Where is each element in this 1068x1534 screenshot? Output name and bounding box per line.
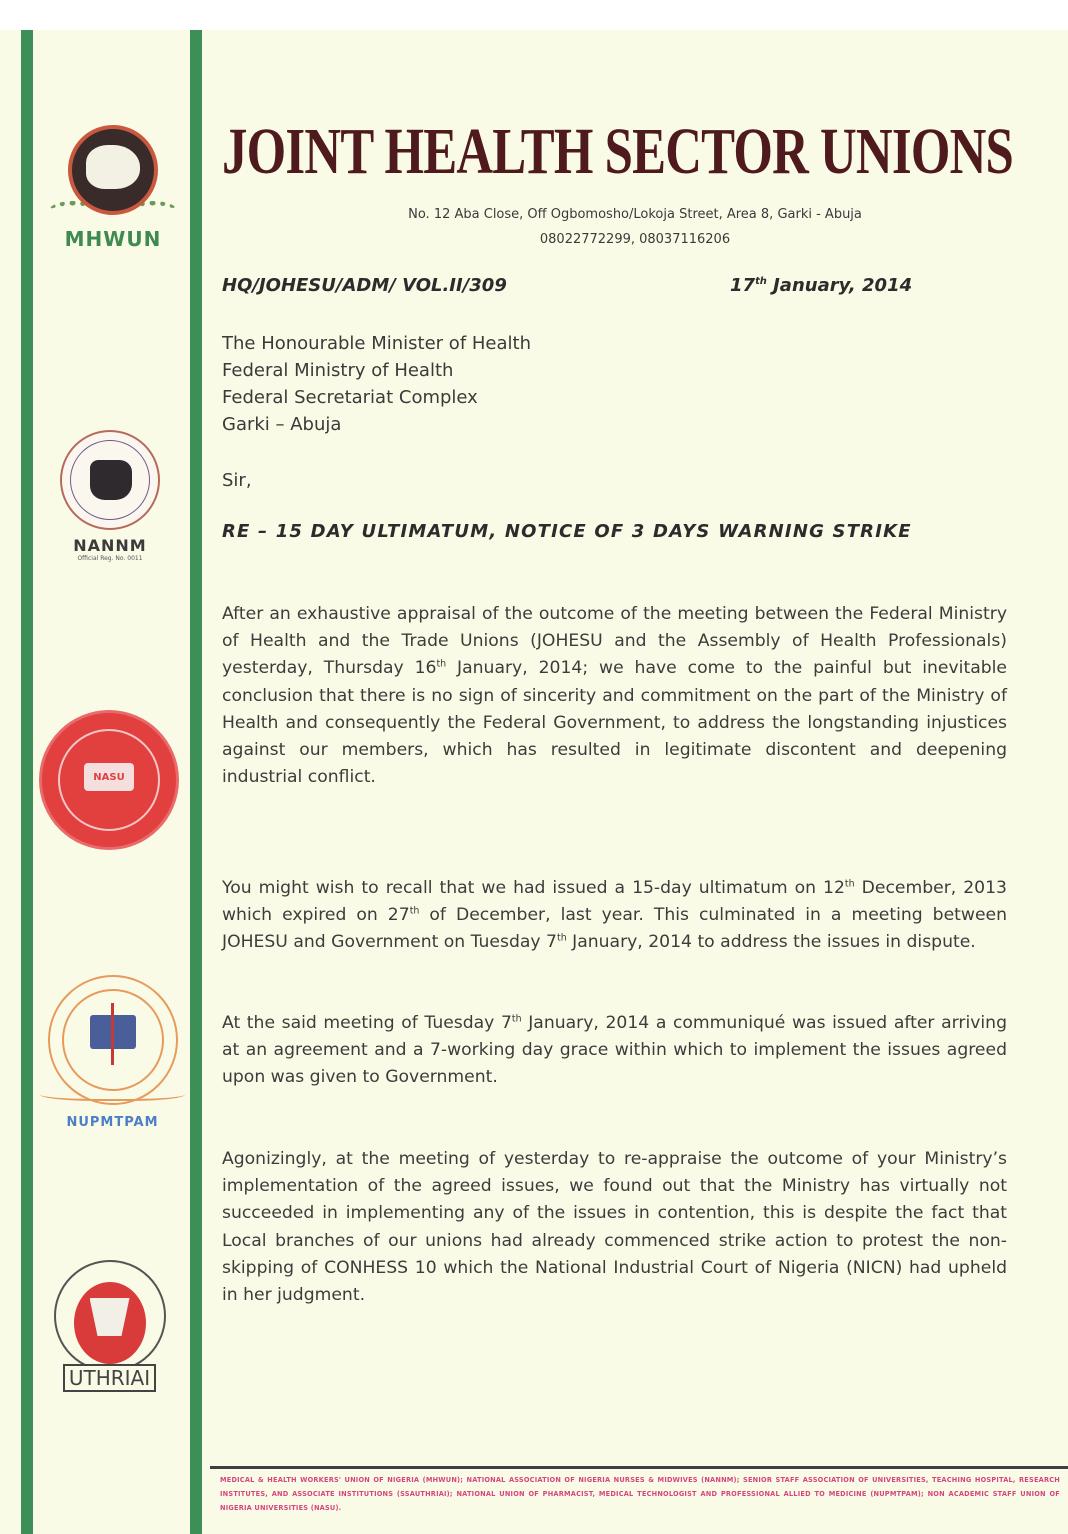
letter-page [0, 30, 1068, 1534]
ssauthriai-seal-icon [54, 1260, 166, 1372]
logo-ssauthriai [52, 1260, 167, 1392]
footer-unions-list: MEDICAL & HEALTH WORKERS' UNION OF NIGERIA (MHWUN); NATIONAL ASSOCIATION OF NIGERIA NURSES & MIDWIVES (NANNM); SENIOR STAFF ASSOCIATION OF UNIVERSITIES, TEACHING HOSPITAL, RESEARCH INSTITUTES, AND ASSOCIATE INSTITUTIONS (SSAUTHRIAI); NATIONAL UNION OF PHARMACIST, MEDICAL TECHNOLOGIST AND PROFESSIONAL ALLIED TO MEDICINE (NUPMTPAM); NON ACADEMIC STAFF UNION OF NIGERIA UNIVERSITIES (NASU). [220, 1476, 1060, 1512]
logo-label: NANNM [73, 536, 147, 555]
nannm-seal-icon [60, 430, 160, 530]
nasu-seal-icon [42, 713, 176, 847]
letterhead-phones: 08022772299, 08037116206 [539, 232, 731, 247]
subject-line: RE – 15 DAY ULTIMATUM, NOTICE OF 3 DAYS WARNING STRIKE [222, 521, 912, 542]
letterhead-address: No. 12 Aba Close, Off Ogbomosho/Lokoja Street, Area 8, Garki - Abuja [408, 207, 862, 222]
logo-nupmtpam [40, 975, 185, 1130]
body-paragraph-1: After an exhaustive appraisal of the outcome of the meeting between the Federal Ministry of Health and the Trade Unions (JOHESU and the Assembly of Health Professionals) yesterday, Thursday 16th January, 2014; we have come to the painful but inevitable conclusion that there is no sign of sincerity and commitment on the part of the Ministry of Health and consequently the Federal Government, to address the longstanding injustices against our members, which has resulted in legitimate discontent and deepening industrial conflict. [222, 604, 1007, 788]
logo-nasu [38, 713, 180, 847]
mhwun-seal-icon [68, 125, 158, 215]
letter-date: 17th January, 2014 [730, 275, 913, 296]
nasu-book-label: NASU [84, 763, 134, 791]
addressee-line: Federal Ministry of Health [222, 360, 454, 381]
logo-mhwun [48, 125, 178, 251]
addressee-line: Garki – Abuja [222, 414, 342, 435]
addressee-line: The Honourable Minister of Health [222, 333, 531, 354]
logo-label: MHWUN [64, 227, 162, 251]
nupmtpam-seal-icon [48, 975, 178, 1105]
salutation: Sir, [222, 470, 252, 491]
letterhead-title: JOINT HEALTH SECTOR UNIONS [222, 115, 1014, 188]
logo-label: UTHRIAI [63, 1364, 156, 1392]
addressee-block [222, 330, 531, 438]
reference-number: HQ/JOHESU/ADM/ VOL.II/309 [222, 275, 507, 296]
body-paragraph-2: You might wish to recall that we had issued a 15-day ultimatum on 12th December, 2013 which expired on 27th of December, last year. This culminated in a meeting between JOHESU and Government on Tuesday 7th January, 2014 to address the issues in dispute. [222, 878, 1007, 953]
footer-divider [210, 1466, 1068, 1469]
addressee-line: Federal Secretariat Complex [222, 387, 478, 408]
caduceus-icon [111, 1003, 114, 1065]
logo-subtitle: Official Reg. No. 0011 [77, 555, 143, 562]
body-paragraph-3: At the said meeting of Tuesday 7th January, 2014 a communiqué was issued after arriving at an agreement and a 7-working day grace within which to implement the issues agreed upon was given to Government. [222, 1013, 1007, 1088]
shield-icon [90, 1298, 130, 1336]
left-green-border [21, 30, 33, 1534]
logo-nannm [50, 430, 170, 562]
logo-label: NUPMTPAM [66, 1115, 159, 1130]
body-paragraph-4: Agonizingly, at the meeting of yesterday to re-appraise the outcome of your Ministry’s implementation of the agreed issues, we found out that the Ministry has virtually not succeeded in implementing any of the issues in contention, this is despite the fact that Local branches of our unions had already commenced strike action to protest the non-skipping of CONHESS 10 which the National Industrial Court of Nigeria (NICN) had upheld in her judgment. [222, 1149, 1007, 1306]
right-green-border [190, 30, 202, 1534]
